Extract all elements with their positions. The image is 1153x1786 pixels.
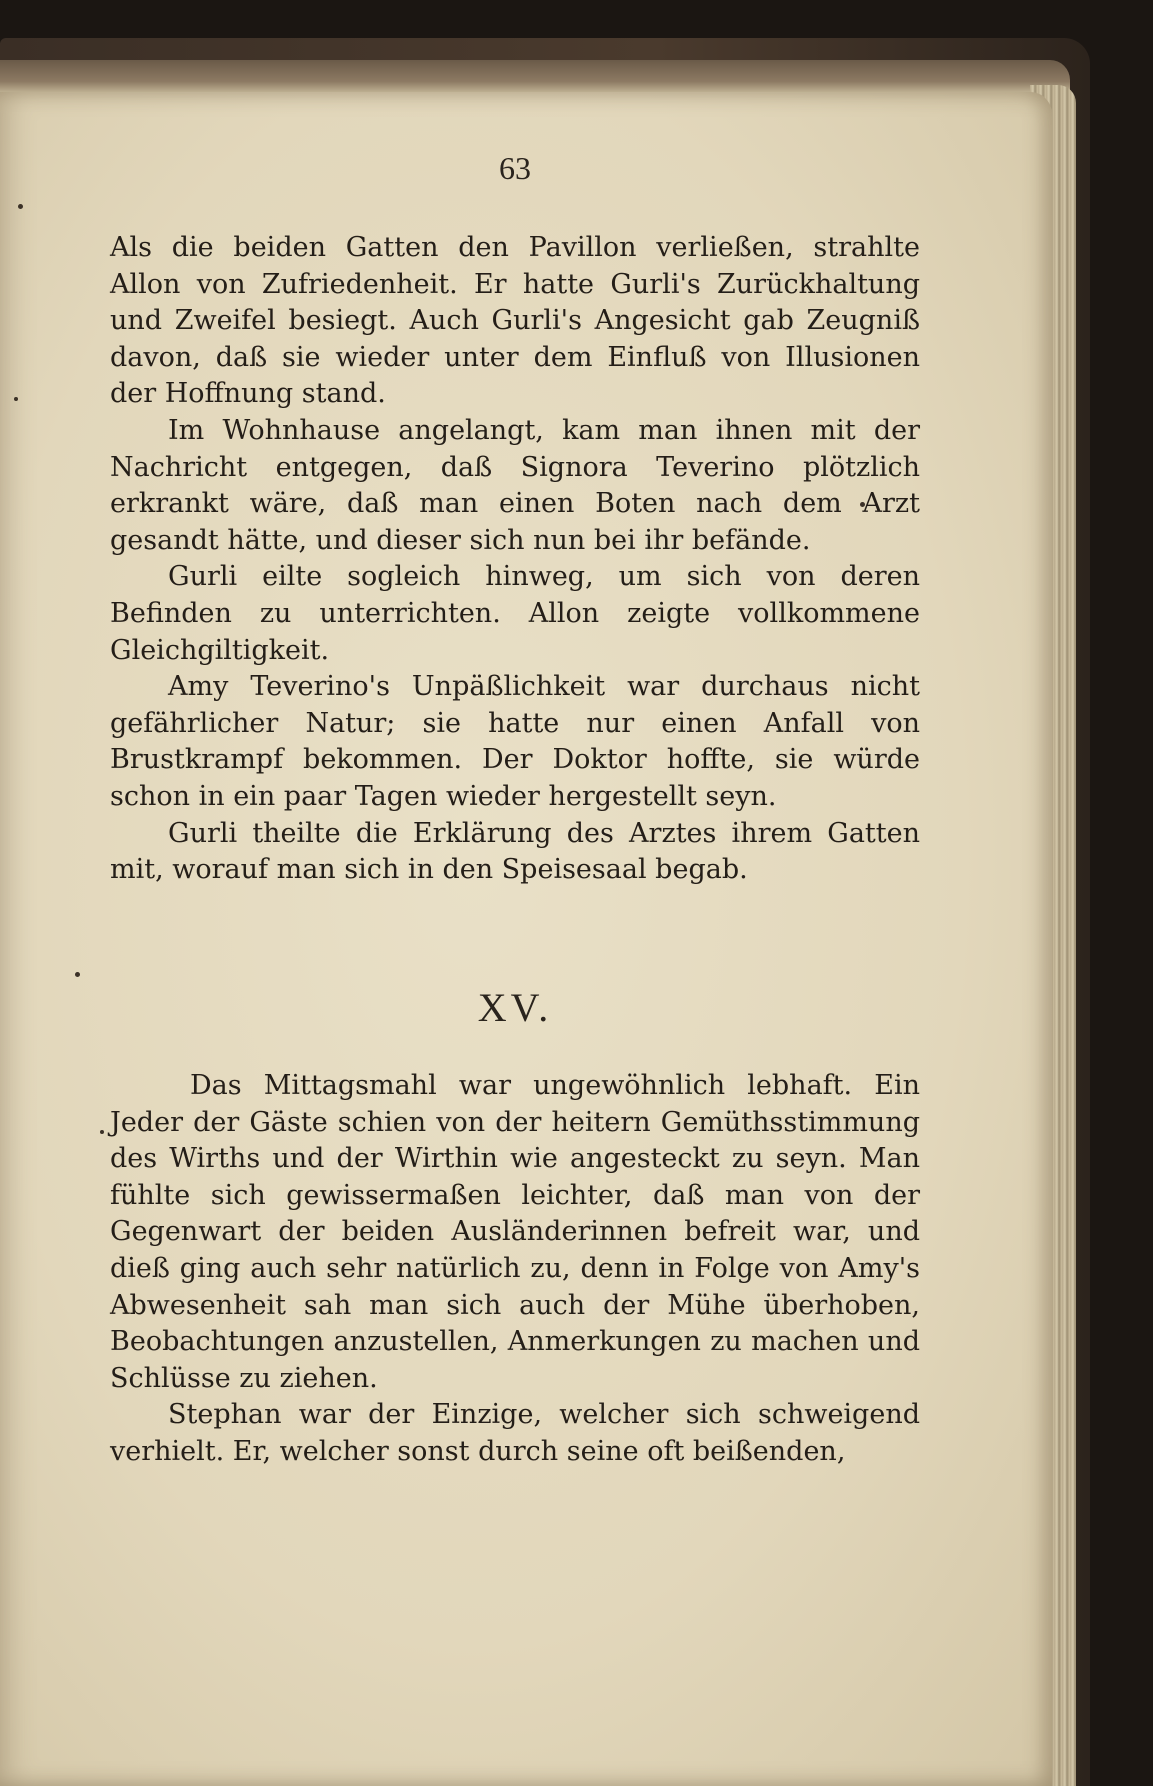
ink-speck xyxy=(75,972,80,977)
paragraph: Als die beiden Gatten den Pavillon verließen, strahlte Allon von Zufriedenheit. Er hatte Gurli's Zurückhaltung und Zweifel besiegt. Auch Gurli's Angesicht gab Zeugniß davon, daß sie wieder unter dem Einfluß von Illusionen der Hoffnung stand. xyxy=(110,232,920,410)
paragraph: Im Wohnhause angelangt, kam man ihnen mit der Nachricht entgegen, daß Signora Teverino plötzlich erkrankt wäre, daß man einen Boten nach dem Arzt gesandt hätte, und dieser sich nun bei ihr befände. xyxy=(110,414,920,556)
text-section-bottom xyxy=(110,1068,920,1471)
chapter-heading: XV. xyxy=(477,985,553,1030)
ink-speck xyxy=(100,1130,104,1134)
page-number: 63 xyxy=(499,150,531,186)
paragraph: Gurli theilte die Erklärung des Arztes ihrem Gatten mit, worauf man sich in den Speisesaal begab. xyxy=(110,817,920,886)
paragraph: Gurli eilte sogleich hinweg, um sich von deren Befinden zu unterrichten. Allon zeigte vollkommene Gleichgiltigkeit. xyxy=(110,561,920,666)
text-section-top xyxy=(110,230,920,889)
paragraph: Amy Teverino's Unpäßlichkeit war durchaus nicht gefährlicher Natur; sie hatte nur einen Anfall von Brustkrampf bekommen. Der Doktor hoffte, sie würde schon in ein paar Tagen wieder hergestellt seyn. xyxy=(110,671,920,812)
top-page-edges xyxy=(0,60,1070,96)
paragraph: Stephan war der Einzige, welcher sich schweigend verhielt. Er, welcher sonst durch seine oft beißenden, xyxy=(110,1399,920,1467)
ink-speck xyxy=(18,204,23,209)
paragraph: Das Mittagsmahl war ungewöhnlich lebhaft. Ein Jeder der Gäste schien von der heitern Gemüthsstimmung des Wirths und der Wirthin wie angesteckt zu seyn. Man fühlte sich gewissermaßen leichter, daß man von der Gegenwart der beiden Ausländerinnen befreit war, und dieß ging auch sehr natürlich zu, denn in Folge von Amy's Abwesenheit sah man sich auch der Mühe überhoben, Beobachtungen anzustellen, Anmerkungen zu machen und Schlüsse zu ziehen. xyxy=(110,1070,920,1394)
ink-speck xyxy=(14,397,18,401)
